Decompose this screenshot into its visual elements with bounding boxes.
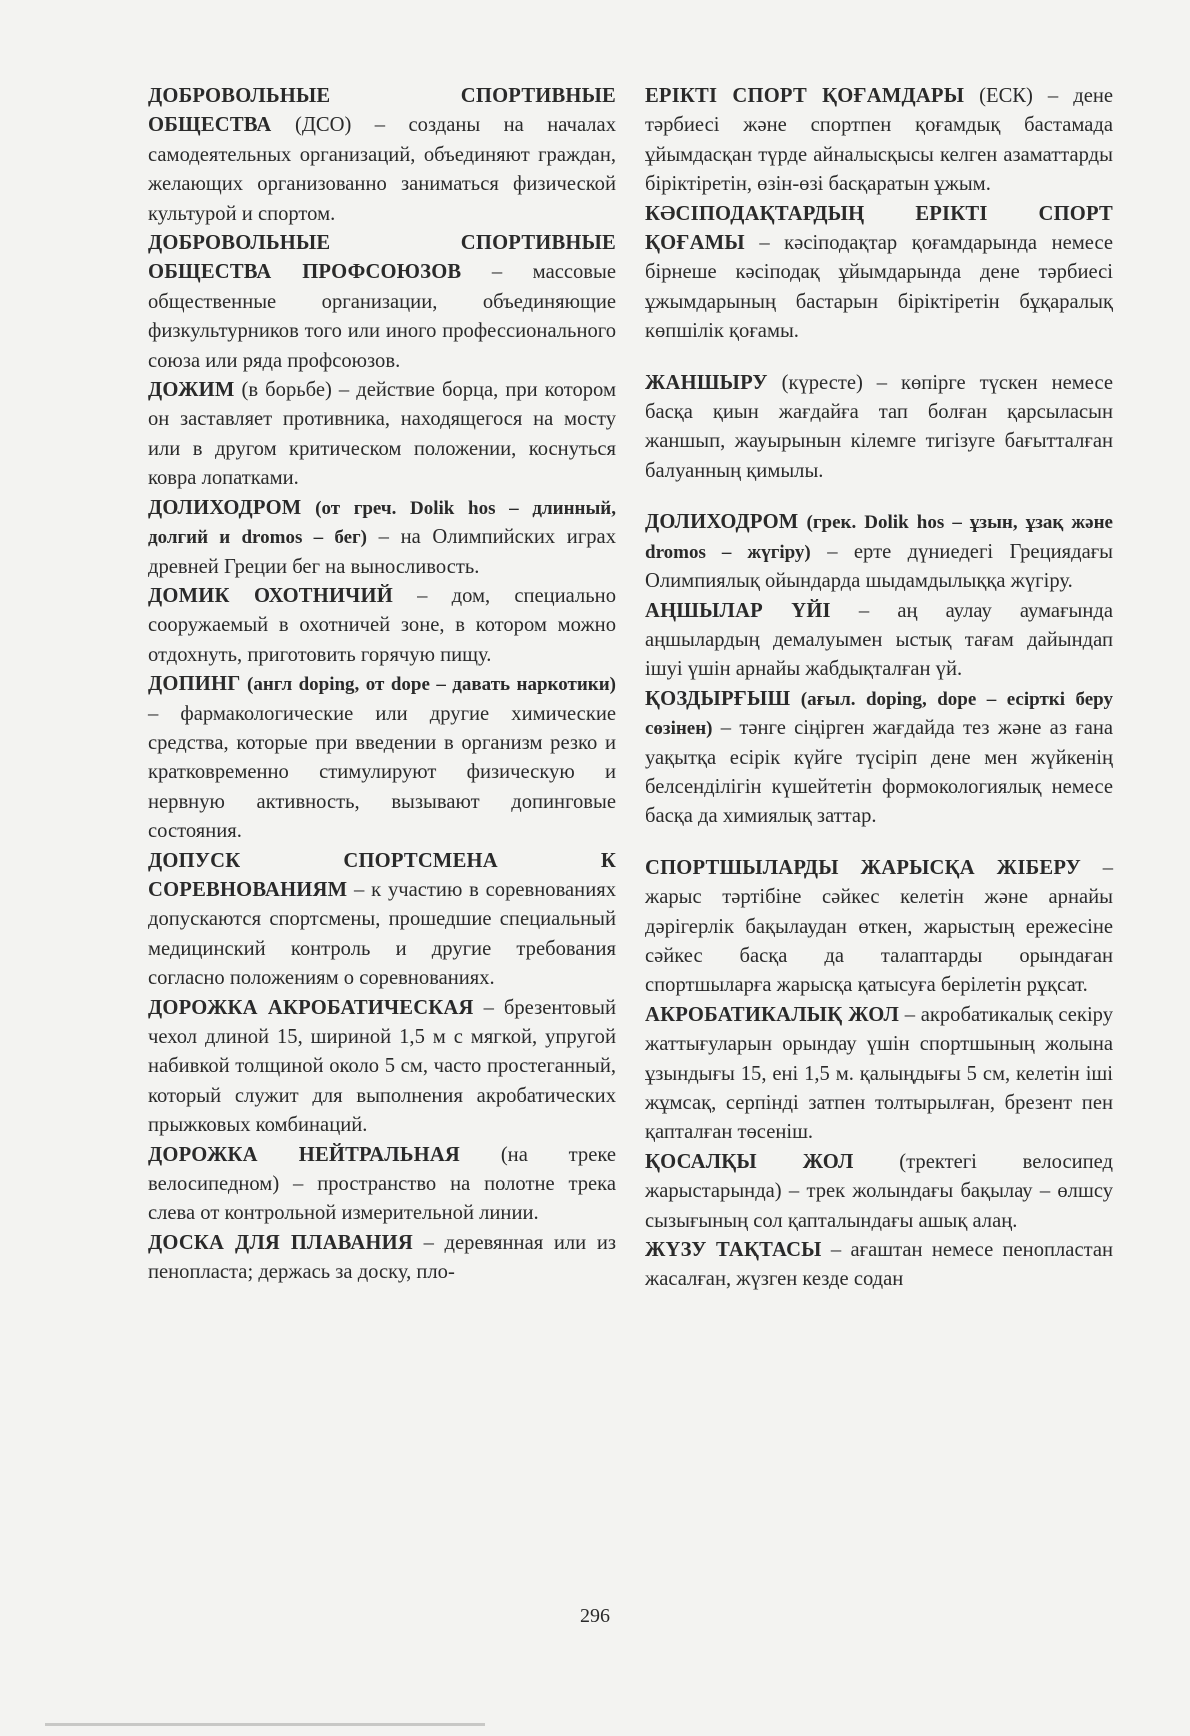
entry-term: СПОРТШЫЛАРДЫ ЖАРЫСҚА ЖІБЕРУ	[645, 856, 1081, 879]
entry-etymology: (англ doping, от dope – давать наркотики)	[240, 674, 616, 696]
entry-doska-dlya-plavaniya	[148, 1229, 616, 1288]
left-column-russian	[148, 82, 616, 1288]
entry-definition: (ДСО) – созданы на началах самодеятельных организаций, объединяют граждан, желающих организованно заниматься физической культурой и спортом.	[148, 114, 616, 225]
entry-doping	[148, 670, 616, 846]
entry-definition: – акробатикалық секіру жаттығуларын орындау үшін спортшының жолына ұзындығы 15, ені 1,5 м. қалыңдығы 5 см, келетін іші жұмсақ, серпінді затпен толтырылған, брезент пен қапталған төсеніш.	[645, 1003, 1113, 1144]
entry-sportshylardy-zharyska	[645, 854, 1113, 1001]
entry-definition: (на треке велосипедном) – пространство на полотне трека слева от контрольной измерительной линии.	[148, 1143, 616, 1225]
entry-definition: – фармакологические или другие химические средства, которые при введении в организм резко и кратковременно стимулируют физическую и нервную активность, вызывают допинговые состояния.	[148, 702, 616, 843]
entry-erikti-sport	[645, 82, 1113, 200]
entry-definition: – ағаштан немесе пенопластан жасалған, жүзген кезде содан	[645, 1239, 1113, 1291]
entry-dso-profsoyuzov	[148, 229, 616, 376]
entry-definition: – кәсіподақтар қоғамдарында немесе бірнеше кәсіподақ ұйымдарында дене тәрбиесі ұжымдарының бастарын біріктіретін бұқаралық көпшілік қоғамы.	[645, 232, 1113, 343]
entry-term: ДОПИНГ	[148, 673, 241, 696]
entry-dorozhka-neytralnaya	[148, 1141, 616, 1229]
entry-term: КӘСІПОДАҚТАРДЫҢ ЕРІКТІ СПОРТ ҚОҒАМЫ	[645, 202, 1113, 255]
entry-term: АКРОБАТИКАЛЫҚ ЖОЛ	[645, 1003, 900, 1026]
entry-dolikhodrom	[148, 494, 616, 582]
entry-kosalky-zhol	[645, 1148, 1113, 1236]
entry-term: АҢШЫЛАР ҮЙІ	[645, 599, 831, 622]
entry-term: ҚОСАЛҚЫ ЖОЛ	[645, 1150, 854, 1173]
entry-kasipodaktar	[645, 200, 1113, 347]
entry-definition: – массовые общественные организации, объединяющие физкультурников того или иного профессионального союза или ряда профсоюзов.	[148, 261, 616, 372]
entry-term: ДОРОЖКА НЕЙТРАЛЬНАЯ	[148, 1143, 460, 1166]
entry-term: ДОЛИХОДРОМ	[645, 511, 799, 534]
entry-definition: – ерте дүниедегі Грециядағы Олимпиялық ойындарда шыдамдылыққа жүгіру.	[645, 540, 1113, 593]
entry-term: ДОЛИХОДРОМ	[148, 496, 302, 519]
entry-term: ДОБРОВОЛЬНЫЕ СПОРТИВНЫЕ ОБЩЕСТВА ПРОФСОЮЗОВ	[148, 232, 616, 284]
entry-term: ЖҮЗУ ТАҚТАСЫ	[645, 1239, 822, 1262]
entry-anshylar-uyi	[645, 597, 1113, 685]
entry-definition: – брезентовый чехол длиной 15, шириной 1,5 м с мягкой, упругой набивкой толщиной около 5 см, часто простеганный, который служит для выполнения акробатических прыжковых комбинаций.	[148, 996, 616, 1137]
entry-term: ДОМИК ОХОТНИЧИЙ	[148, 584, 393, 607]
entry-dopusk	[148, 847, 616, 994]
entry-term: ҚОЗДЫРҒЫШ	[645, 687, 791, 710]
entry-definition: – на Олимпийских играх древней Греции бег на выносливость.	[148, 526, 616, 578]
page-number: 296	[580, 1605, 610, 1627]
entry-term: ДОРОЖКА АКРОБАТИЧЕСКАЯ	[148, 996, 474, 1019]
entry-etymology: (грек. Dolik hos – ұзын, ұзақ және dromos – жүгіру)	[645, 512, 1113, 563]
entry-definition: – деревянная или из пенопласта; держась за доску, пло-	[148, 1231, 616, 1284]
entry-zhuzu-taktasy	[645, 1236, 1113, 1295]
entry-term: ДОПУСК СПОРТСМЕНА К СОРЕВНОВАНИЯМ	[148, 849, 616, 901]
entry-definition: – к участию в соревнованиях допускаются спортсмены, прошедшие специальный медицинский контроль и другие требования согласно положениям о соревнованиях.	[148, 878, 616, 990]
entry-definition: – дом, специально сооружаемый в охотничей зоне, в котором можно отдохнуть, приготовить горячую пищу.	[148, 584, 616, 666]
right-column-kazakh	[645, 82, 1113, 1295]
entry-dorozhka-akrobaticheskaya	[148, 994, 616, 1141]
entry-akrobatikalyk-zhol	[645, 1001, 1113, 1148]
entry-definition: (күресте) – көпірге түскен немесе басқа қиын жағдайға тап болған қарсыласын жаншып, жауырынын кілемге тигізуге бағытталған балуанның қимылы.	[645, 371, 1113, 482]
entry-etymology: (от греч. Dolik hos – длинный, долгий и dromos – бег)	[148, 497, 616, 549]
entry-definition: (тректегі велосипед жарыстарында) – трек жолындағы бақылау – өлшсу сызығының сол қапталындағы ашық алаң.	[645, 1150, 1113, 1232]
entry-dozhim	[148, 376, 616, 494]
entry-definition: – тәнге сіңірген жағдайда тез және аз ғана уақытқа есірік күйге түсіріп дене мен жүйкенің белсенділігін күшейтетін формокологиялық немесе басқа да химиялық заттар.	[645, 717, 1113, 828]
entry-kozdyrgysh	[645, 685, 1113, 832]
scan-edge-divider	[45, 1723, 485, 1726]
entry-term: ЖАНШЫРУ	[645, 371, 768, 394]
entry-definition: (ЕСК) – дене тәрбиесі және спортпен қоғамдық бастамада ұйымдасқан түрде айналысқысы келген азаматтарды біріктіретін, өзін-өзі басқаратын ұжым.	[645, 85, 1114, 196]
entry-dso	[148, 82, 616, 229]
entry-domik-okhotnichiy	[148, 582, 616, 670]
entry-dolikhodrom-kz	[645, 508, 1113, 596]
entry-term: ЕРІКТІ СПОРТ ҚОҒАМДАРЫ	[645, 85, 965, 107]
entry-etymology: (ағыл. doping, dope – есірткі беру сөзінен)	[645, 688, 1113, 740]
entry-definition: – аң аулау аумағында аңшылардың демалуымен ыстық тағам дайындап ішуі үшін арнайы жабдықталған үй.	[645, 599, 1113, 681]
entry-term: ДОСКА ДЛЯ ПЛАВАНИЯ	[148, 1231, 413, 1254]
entry-zhanshyru	[645, 369, 1113, 487]
entry-definition: (в борьбе) – действие борца, при котором он заставляет противника, находящегося на мосту или в другом критическом положении, коснуться ковра лопатками.	[148, 379, 616, 490]
entry-definition: – жарыс тәртібіне сәйкес келетін және арнайы дәрігерлік бақылаудан өткен, жарыстың ережесіне сәйкес басқа да талаптарды орындаған спортшыларға жарысқа қатысуға берілетін рұқсат.	[645, 856, 1113, 997]
entry-term: ДОБРОВОЛЬНЫЕ СПОРТИВНЫЕ ОБЩЕСТВА	[148, 85, 616, 137]
entry-term: ДОЖИМ	[148, 379, 235, 402]
